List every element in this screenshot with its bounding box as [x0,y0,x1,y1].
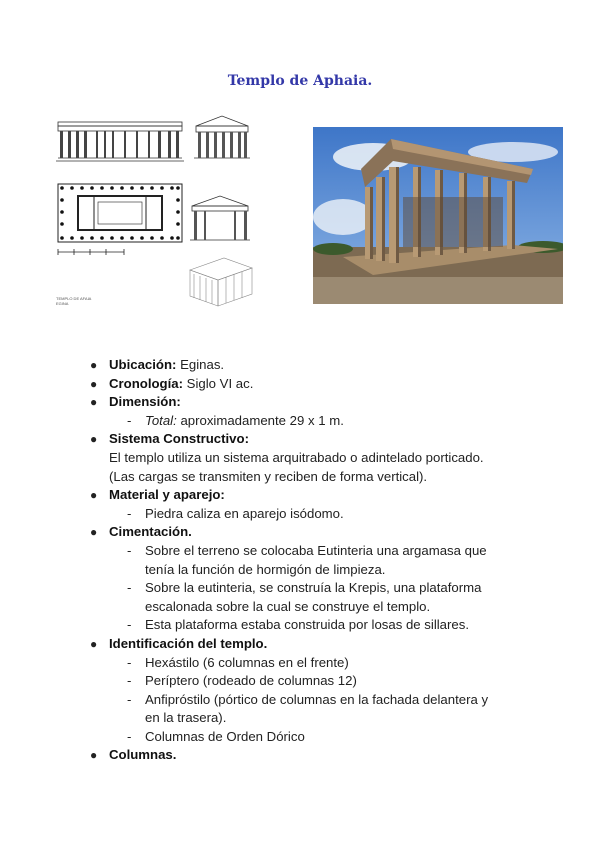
paragraph-line: El templo utiliza un sistema arquitrabado o adintelado porticado. [109,449,484,465]
list-item: ● Cronología: Siglo VI ac. [84,375,524,394]
list-item: ● Ubicación: Eginas. [84,356,524,375]
bullet-icon: ● [90,525,98,540]
list-item: ● Columnas. [84,746,524,765]
bullet-icon: ● [90,395,98,410]
sub-list-item: - Anfipróstilo (pórtico de columnas en la fachada delantera y en la trasera). [127,691,489,726]
bullet-icon: ● [90,432,98,447]
bullet-icon: ● [90,488,98,503]
paragraph-line: (Las cargas se transmiten y reciben de forma vertical). [109,468,428,484]
sub-list-item: - Esta plataforma estaba construida por losas de sillares. [127,617,469,633]
bullet-icon: ● [90,376,98,391]
page-title: Templo de Aphaia. [227,73,373,89]
sub-list-item: - Total: aproximadamente 29 x 1 m. [127,412,344,428]
sub-list-item: - Hexástilo (6 columnas en el frente) [127,654,349,670]
content-list [84,356,524,765]
temple-plans-drawing [54,112,254,317]
list-item: ● Cimentación. [84,523,524,542]
list-item: ● Identificación del templo. [84,635,524,654]
bullet-icon: ● [90,636,98,651]
drawing-caption: TEMPLO DE AFAIA EGINA [56,296,92,306]
bullet-icon: ● [90,748,98,763]
list-item: ● Dimensión: [84,393,524,412]
temple-photo [313,127,563,304]
sub-list-item: - Piedra caliza en aparejo isódomo. [127,505,344,521]
sub-list-item: - Períptero (rodeado de columnas 12) [127,673,357,689]
bullet-icon: ● [90,358,98,372]
list-item: ● Sistema Constructivo: [84,430,524,449]
sub-list-item: - Columnas de Orden Dórico [127,728,305,744]
sub-list-item: - Sobre el terreno se colocaba Eutinteria una argamasa que tenía la función de hormigón de limpieza. [127,542,487,577]
list-item: ● Material y aparejo: [84,486,524,505]
sub-list-item: - Sobre la eutinteria, se construía la Krepis, una plataforma escalonada sobre la cual se construye el templo. [127,580,482,614]
